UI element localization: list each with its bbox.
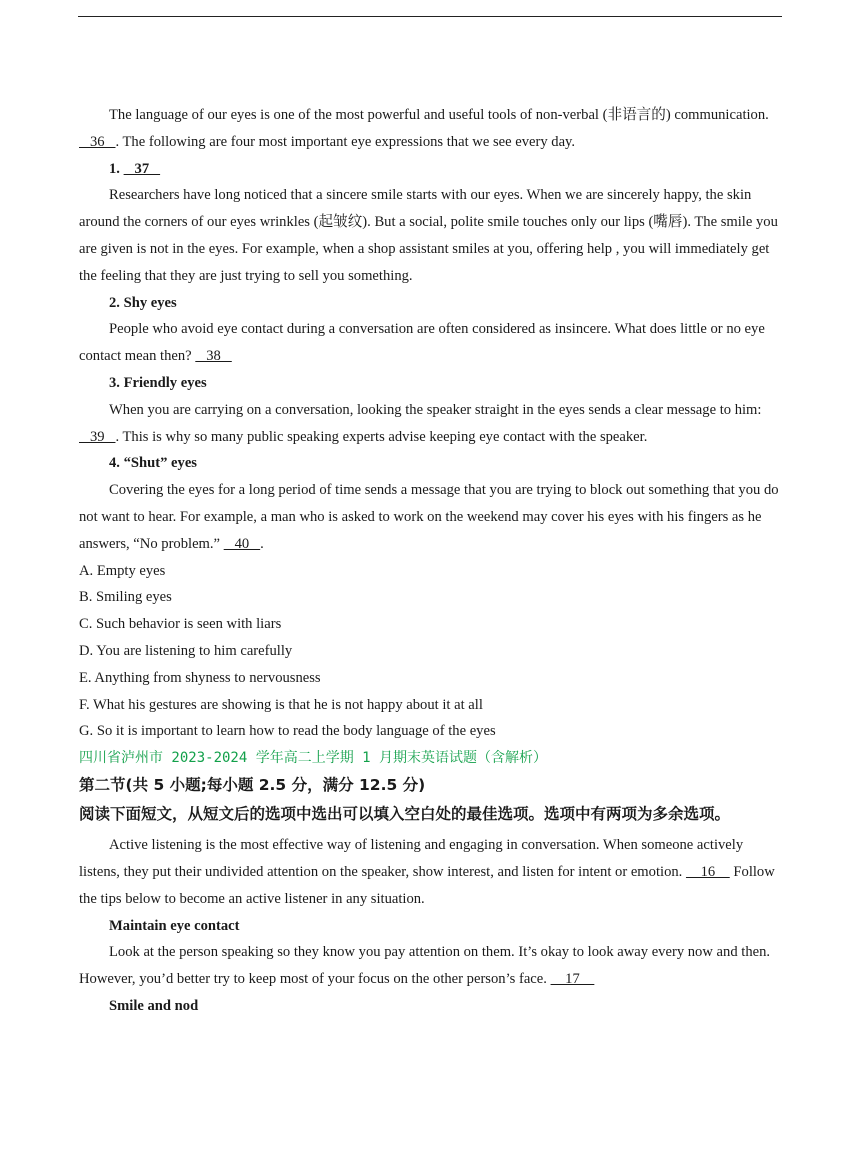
heading-3: 3. Friendly eyes <box>109 374 207 391</box>
option-g: G. So it is important to learn how to read the body language of the eyes <box>79 723 496 740</box>
passage2-paragraph-2 <box>79 939 783 993</box>
p2-paragraph-1-text-cont: Follow the tips below to become an active listener in any situation. <box>79 863 775 907</box>
section-title: 第二节(共 5 小题;每小题 2.5 分，满分 12.5 分) <box>79 776 426 795</box>
passage1-paragraph-4 <box>79 477 783 557</box>
p2-paragraph-1-text: Active listening is the most effective way of listening and engaging in conversation. When someone actively listens, they put their undivided attention on the speaker, show interest, and listen for intent or emotion. <box>79 837 744 880</box>
heading-4: 4. “Shut” eyes <box>109 455 197 472</box>
header-rule <box>78 16 782 17</box>
paragraph-3-text: When you are carrying on a conversation, looking the speaker straight in the eyes sends a clear message to him: <box>109 401 762 418</box>
heading-1-number: 1. <box>109 160 120 177</box>
directions: 阅读下面短文，从短文后的选项中选出可以填入空白处的最佳选项。选项中有两项为多余选项。 <box>79 805 731 824</box>
options-list <box>79 558 783 746</box>
blank-40: 40 <box>223 535 261 552</box>
option-c: C. Such behavior is seen with liars <box>79 616 282 633</box>
option-b: B. Smiling eyes <box>79 589 172 606</box>
option-f: F. What his gestures are showing is that he is not happy about it at all <box>79 696 483 713</box>
p2-paragraph-2-text: Look at the person speaking so they know you pay attention on them. It’s okay to look away every now and then. However, you’d better try to keep most of your focus on the other person’s face. <box>79 944 771 988</box>
paragraph-4-text-cont: . <box>260 535 264 552</box>
blank-39: 39 <box>79 428 116 445</box>
intro-text: The language of our eyes is one of the most powerful and useful tools of non-verbal (非语言的) communication. <box>109 107 769 123</box>
document-body <box>79 102 783 1020</box>
passage2-heading-2: Smile and nod <box>109 997 199 1014</box>
passage1-intro <box>79 102 783 156</box>
option-e: E. Anything from shyness to nervousness <box>79 669 321 686</box>
passage1-paragraph-2 <box>79 316 783 370</box>
passage2-heading-1: Maintain eye contact <box>109 917 240 934</box>
blank-16: 16 <box>685 863 730 880</box>
option-a: A. Empty eyes <box>79 562 166 579</box>
blank-17: 17 <box>550 971 595 988</box>
intro-text-cont: . The following are four most important eye expressions that we see every day. <box>115 133 576 150</box>
heading-1 <box>79 156 783 183</box>
passage2-paragraph-1 <box>79 832 783 912</box>
blank-36: 36 <box>79 133 116 150</box>
paragraph-3-text-cont: . This is why so many public speaking experts advise keeping eye contact with the speaker. <box>115 428 648 445</box>
source-line: 四川省泸州市 2023-2024 学年高二上学期 1 月期末英语试题（含解析） <box>79 750 548 767</box>
paragraph-4-text: Covering the eyes for a long period of time sends a message that you are trying to block out something that you do not want to hear. For example, a man who is asked to work on the weekend may cover his eyes with his fingers as he answers, “No problem.” <box>79 482 779 552</box>
option-d: D. You are listening to him carefully <box>79 642 293 659</box>
passage1-paragraph-3 <box>79 397 783 451</box>
blank-38: 38 <box>195 348 232 365</box>
passage1-paragraph-1: Researchers have long noticed that a sincere smile starts with our eyes. When we are sincerely happy, the skin around the corners of our eyes wrinkles (起皱纹). But a social, polite smile touches only our lips (嘴唇). The smile you are given is not in the eyes. For example, when a shop assistant smiles at you, offering help , you will immediately get the feeling that they are just trying to sell you something. <box>79 187 778 284</box>
paragraph-2-text: People who avoid eye contact during a conversation are often considered as insincere. What does little or no eye contact mean then? <box>79 321 765 365</box>
heading-2: 2. Shy eyes <box>109 294 177 311</box>
blank-37: 37 <box>123 160 161 177</box>
